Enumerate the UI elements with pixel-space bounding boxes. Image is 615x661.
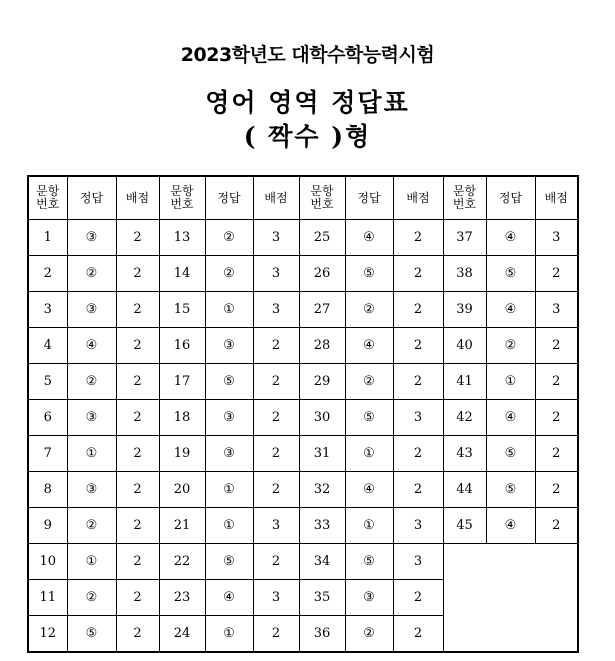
exam-title: 2023학년도 대학수학능력시험 [180, 44, 435, 66]
header-number-line2: 번호 [452, 197, 477, 211]
answer-cell: ⑤ [345, 256, 393, 292]
question-number: 8 [28, 472, 67, 508]
score-cell: 2 [535, 436, 578, 472]
question-number: 35 [299, 580, 345, 616]
header-score: 배점 [253, 176, 299, 220]
question-number: 5 [28, 364, 67, 400]
header-number [443, 176, 486, 220]
header-score: 배점 [393, 176, 443, 220]
answer-cell: ③ [345, 580, 393, 616]
question-number: 4 [28, 328, 67, 364]
answer-cell: ③ [205, 400, 253, 436]
score-cell: 2 [116, 508, 159, 544]
answer-cell: ① [345, 436, 393, 472]
score-cell: 2 [393, 364, 443, 400]
question-number: 6 [28, 400, 67, 436]
score-cell: 2 [116, 220, 159, 256]
header-number-line1: 문항 [452, 184, 477, 198]
header-number-line2: 번호 [310, 197, 334, 211]
question-number: 36 [299, 616, 345, 653]
score-cell: 2 [116, 436, 159, 472]
score-cell: 3 [253, 508, 299, 544]
header-answer: 정답 [486, 176, 535, 220]
header-score: 배점 [535, 176, 578, 220]
question-number: 11 [28, 580, 67, 616]
score-cell: 2 [253, 400, 299, 436]
score-cell: 3 [393, 544, 443, 580]
question-number: 22 [159, 544, 205, 580]
answer-cell: ② [205, 220, 253, 256]
score-cell: 2 [253, 544, 299, 580]
question-number: 33 [299, 508, 345, 544]
question-number: 17 [159, 364, 205, 400]
answer-cell: ② [345, 616, 393, 653]
score-cell: 3 [393, 508, 443, 544]
form-type: ( 짝수 )형 [243, 122, 372, 151]
score-cell: 2 [393, 580, 443, 616]
answer-cell: ④ [205, 580, 253, 616]
score-cell: 3 [253, 292, 299, 328]
question-number: 24 [159, 616, 205, 653]
header-number-line1: 문항 [36, 184, 60, 198]
answer-cell: ⑤ [205, 364, 253, 400]
answer-cell: ③ [67, 220, 116, 256]
answer-cell: ④ [67, 328, 116, 364]
score-cell: 2 [116, 364, 159, 400]
question-number: 30 [299, 400, 345, 436]
score-cell: 2 [393, 256, 443, 292]
answer-cell: ⑤ [67, 616, 116, 653]
answer-cell: ② [486, 328, 535, 364]
answer-cell: ⑤ [205, 544, 253, 580]
score-cell: 2 [393, 472, 443, 508]
question-number: 23 [159, 580, 205, 616]
score-cell: 3 [535, 220, 578, 256]
answer-cell: ② [345, 292, 393, 328]
score-cell: 2 [253, 364, 299, 400]
score-cell: 3 [535, 292, 578, 328]
answer-cell: ④ [345, 328, 393, 364]
header-answer: 정답 [205, 176, 253, 220]
answer-cell: ④ [345, 220, 393, 256]
question-number: 7 [28, 436, 67, 472]
answer-cell: ③ [205, 328, 253, 364]
subject-title: 영어 영역 정답표 [205, 88, 410, 117]
answer-cell: ② [67, 508, 116, 544]
table-row [28, 256, 578, 292]
question-number: 12 [28, 616, 67, 653]
answer-cell: ① [67, 436, 116, 472]
score-cell: 2 [116, 256, 159, 292]
question-number: 38 [443, 256, 486, 292]
question-number: 16 [159, 328, 205, 364]
empty-cell [443, 544, 578, 580]
score-cell: 2 [535, 508, 578, 544]
question-number: 14 [159, 256, 205, 292]
header-number-line2: 번호 [36, 197, 60, 211]
answer-cell: ① [67, 544, 116, 580]
score-cell: 2 [535, 328, 578, 364]
question-number: 3 [28, 292, 67, 328]
answer-cell: ② [345, 364, 393, 400]
answer-cell: ① [486, 364, 535, 400]
question-number: 41 [443, 364, 486, 400]
table-row [28, 544, 578, 580]
question-number: 28 [299, 328, 345, 364]
header-number [159, 176, 205, 220]
question-number: 1 [28, 220, 67, 256]
score-cell: 2 [535, 256, 578, 292]
header-answer: 정답 [345, 176, 393, 220]
question-number: 18 [159, 400, 205, 436]
header-number-line1: 문항 [310, 184, 334, 198]
question-number: 45 [443, 508, 486, 544]
score-cell: 2 [253, 616, 299, 653]
score-cell: 2 [116, 292, 159, 328]
table-header-row [28, 176, 578, 220]
question-number: 32 [299, 472, 345, 508]
table-row [28, 508, 578, 544]
question-number: 27 [299, 292, 345, 328]
score-cell: 2 [116, 580, 159, 616]
empty-cell [443, 616, 578, 653]
question-number: 13 [159, 220, 205, 256]
question-number: 37 [443, 220, 486, 256]
answer-cell: ④ [486, 292, 535, 328]
score-cell: 2 [535, 364, 578, 400]
table-row [28, 292, 578, 328]
score-cell: 3 [253, 220, 299, 256]
score-cell: 2 [116, 400, 159, 436]
answer-cell: ④ [486, 508, 535, 544]
question-number: 21 [159, 508, 205, 544]
question-number: 26 [299, 256, 345, 292]
score-cell: 2 [253, 472, 299, 508]
score-cell: 2 [393, 220, 443, 256]
score-cell: 3 [253, 256, 299, 292]
score-cell: 3 [393, 400, 443, 436]
table-row [28, 364, 578, 400]
score-cell: 2 [393, 436, 443, 472]
table-row [28, 472, 578, 508]
header-number [299, 176, 345, 220]
score-cell: 2 [253, 328, 299, 364]
question-number: 10 [28, 544, 67, 580]
answer-cell: ③ [67, 472, 116, 508]
answer-cell: ⑤ [486, 436, 535, 472]
question-number: 43 [443, 436, 486, 472]
answer-cell: ① [205, 616, 253, 653]
score-cell: 3 [253, 580, 299, 616]
score-cell: 2 [116, 544, 159, 580]
table-row [28, 400, 578, 436]
answer-cell: ① [345, 508, 393, 544]
answer-cell: ① [205, 292, 253, 328]
empty-cell [443, 580, 578, 616]
header-number-line1: 문항 [170, 184, 194, 198]
header-score: 배점 [116, 176, 159, 220]
table-row [28, 436, 578, 472]
score-cell: 2 [393, 292, 443, 328]
question-number: 19 [159, 436, 205, 472]
question-number: 29 [299, 364, 345, 400]
question-number: 39 [443, 292, 486, 328]
question-number: 31 [299, 436, 345, 472]
header-number-line2: 번호 [170, 197, 194, 211]
answer-cell: ② [67, 256, 116, 292]
answer-cell: ④ [486, 400, 535, 436]
answer-table [27, 175, 579, 653]
answer-cell: ④ [345, 472, 393, 508]
answer-cell: ② [67, 364, 116, 400]
question-number: 40 [443, 328, 486, 364]
question-number: 20 [159, 472, 205, 508]
score-cell: 2 [116, 328, 159, 364]
answer-cell: ② [67, 580, 116, 616]
answer-cell: ② [205, 256, 253, 292]
question-number: 9 [28, 508, 67, 544]
answer-cell: ③ [205, 436, 253, 472]
table-row [28, 580, 578, 616]
answer-cell: ① [205, 508, 253, 544]
table-row [28, 616, 578, 653]
table-row [28, 328, 578, 364]
score-cell: 2 [535, 400, 578, 436]
answer-cell: ⑤ [486, 472, 535, 508]
header-number [28, 176, 67, 220]
score-cell: 2 [116, 616, 159, 653]
score-cell: 2 [393, 616, 443, 653]
question-number: 42 [443, 400, 486, 436]
question-number: 44 [443, 472, 486, 508]
score-cell: 2 [116, 472, 159, 508]
answer-cell: ③ [67, 400, 116, 436]
score-cell: 2 [393, 328, 443, 364]
answer-cell: ⑤ [345, 400, 393, 436]
answer-cell: ⑤ [486, 256, 535, 292]
table-row [28, 220, 578, 256]
question-number: 2 [28, 256, 67, 292]
score-cell: 2 [535, 472, 578, 508]
answer-cell: ③ [67, 292, 116, 328]
score-cell: 2 [253, 436, 299, 472]
answer-cell: ① [205, 472, 253, 508]
question-number: 34 [299, 544, 345, 580]
question-number: 15 [159, 292, 205, 328]
question-number: 25 [299, 220, 345, 256]
answer-cell: ⑤ [345, 544, 393, 580]
answer-cell: ④ [486, 220, 535, 256]
header-answer: 정답 [67, 176, 116, 220]
